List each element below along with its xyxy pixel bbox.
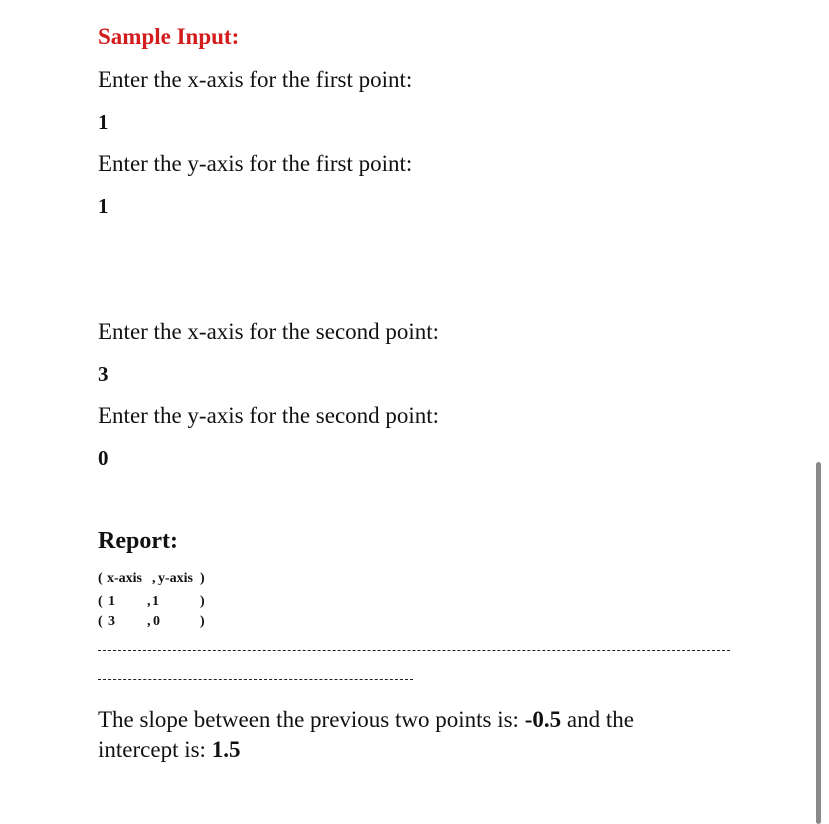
row-close-paren: ) (200, 594, 205, 609)
row-y-value: 1 (152, 594, 159, 609)
slope-intercept-result (98, 705, 698, 765)
result-text-middle: and the intercept is: (98, 707, 634, 762)
prompt-y-second-point: Enter the y-axis for the second point: (98, 403, 440, 428)
prompt-x-first-point: Enter the x-axis for the first point: (98, 67, 413, 92)
prompt-x-second-point: Enter the x-axis for the second point: (98, 319, 440, 344)
row-x-value: 1 (108, 594, 115, 609)
header-open-paren: ( (98, 571, 103, 586)
dashed-divider-continuation (98, 679, 413, 680)
row-open-paren: ( (98, 594, 103, 609)
value-y-second-point: 0 (98, 446, 109, 470)
row-close-paren: ) (200, 614, 205, 629)
row-separator: , (147, 614, 151, 629)
row-y-value: 0 (153, 614, 160, 629)
result-text-before: The slope between the previous two points is: (98, 707, 519, 732)
report-title: Report: (98, 528, 178, 554)
intercept-value: 1.5 (211, 737, 241, 762)
header-y-label: y-axis (158, 571, 193, 586)
prompt-y-first-point: Enter the y-axis for the first point: (98, 151, 413, 176)
row-separator: , (147, 594, 151, 609)
value-y-first-point: 1 (98, 194, 109, 218)
slope-value: -0.5 (524, 707, 562, 732)
vertical-scrollbar[interactable] (816, 462, 821, 824)
value-x-second-point: 3 (98, 362, 109, 386)
header-x-label: x-axis (107, 571, 142, 586)
sample-input-heading: Sample Input: (98, 24, 240, 49)
value-x-first-point: 1 (98, 110, 109, 134)
row-x-value: 3 (108, 614, 115, 629)
header-separator: , (152, 571, 156, 586)
header-close-paren: ) (200, 571, 205, 586)
dashed-divider (98, 650, 730, 651)
row-open-paren: ( (98, 614, 103, 629)
